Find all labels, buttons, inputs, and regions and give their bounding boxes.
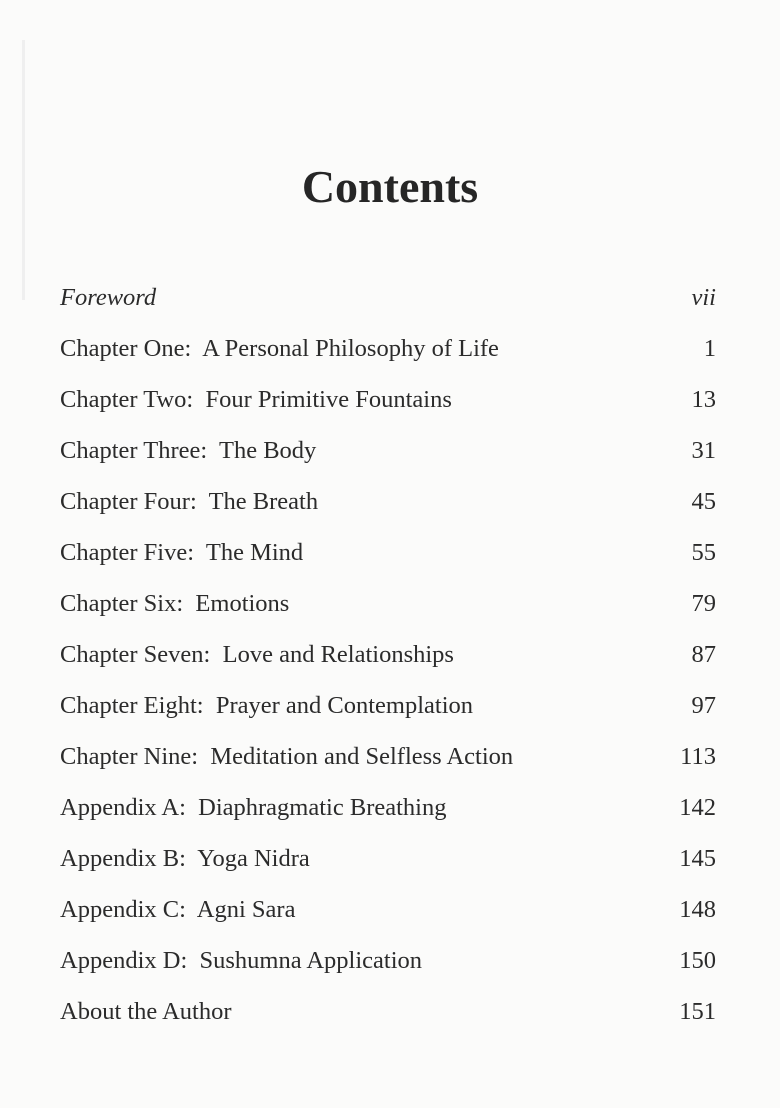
- toc-entry-page: 31: [691, 437, 716, 464]
- toc-entry: [60, 845, 716, 896]
- toc-entry-label: Chapter Two: Four Primitive Fountains: [60, 386, 452, 413]
- toc-entry-page: 55: [691, 539, 716, 566]
- toc-entry-page: 45: [691, 488, 716, 515]
- toc-entry-label: Appendix B: Yoga Nidra: [60, 845, 310, 872]
- toc-entry: [60, 386, 716, 437]
- toc-entry: [60, 284, 716, 335]
- toc-entry-page: 113: [680, 743, 716, 770]
- toc-entry-label: Appendix D: Sushumna Application: [60, 947, 423, 974]
- toc-entry-label: About the Author: [60, 998, 232, 1025]
- toc-entry-label: Chapter Three: The Body: [60, 437, 317, 464]
- toc-entry-label: Chapter Eight: Prayer and Contemplation: [60, 692, 474, 719]
- toc-entry: [60, 437, 716, 488]
- toc-entry-label: Foreword: [60, 284, 157, 311]
- toc-entry: [60, 794, 716, 845]
- toc-entry: [60, 335, 716, 386]
- toc-entry-label: Chapter Five: The Mind: [60, 539, 304, 566]
- toc-entry-label: Chapter One: A Personal Philosophy of Life: [60, 335, 499, 362]
- toc-entry-page: 97: [691, 692, 716, 719]
- toc-entry-page: 13: [691, 386, 716, 413]
- page-title: Contents: [301, 161, 479, 212]
- toc-entry-page: 150: [679, 947, 716, 974]
- toc-entry: [60, 743, 716, 794]
- toc-entry: [60, 641, 716, 692]
- toc-entry: [60, 998, 716, 1049]
- toc-entry: [60, 539, 716, 590]
- toc-entry: [60, 947, 716, 998]
- toc-entry-page: vii: [691, 284, 716, 311]
- toc-entry-page: 142: [679, 794, 716, 821]
- toc-entry: [60, 692, 716, 743]
- toc-entry-label: Chapter Six: Emotions: [60, 590, 290, 617]
- toc-entry-label: Appendix C: Agni Sara: [60, 896, 296, 923]
- toc-entry-label: Chapter Seven: Love and Relationships: [60, 641, 454, 668]
- toc-entry-label: Chapter Four: The Breath: [60, 488, 319, 515]
- toc-entry-page: 151: [679, 998, 716, 1025]
- toc-entry-page: 1: [703, 335, 716, 362]
- toc-entry-page: 148: [679, 896, 716, 923]
- toc-entry-page: 87: [691, 641, 716, 668]
- toc-entry-label: Chapter Nine: Meditation and Selfless Action: [60, 743, 514, 770]
- toc-entry: [60, 488, 716, 539]
- table-of-contents: [60, 284, 716, 1049]
- toc-entry-page: 145: [679, 845, 716, 872]
- toc-entry-label: Appendix A: Diaphragmatic Breathing: [60, 794, 447, 821]
- toc-entry-page: 79: [691, 590, 716, 617]
- toc-entry: [60, 590, 716, 641]
- toc-entry: [60, 896, 716, 947]
